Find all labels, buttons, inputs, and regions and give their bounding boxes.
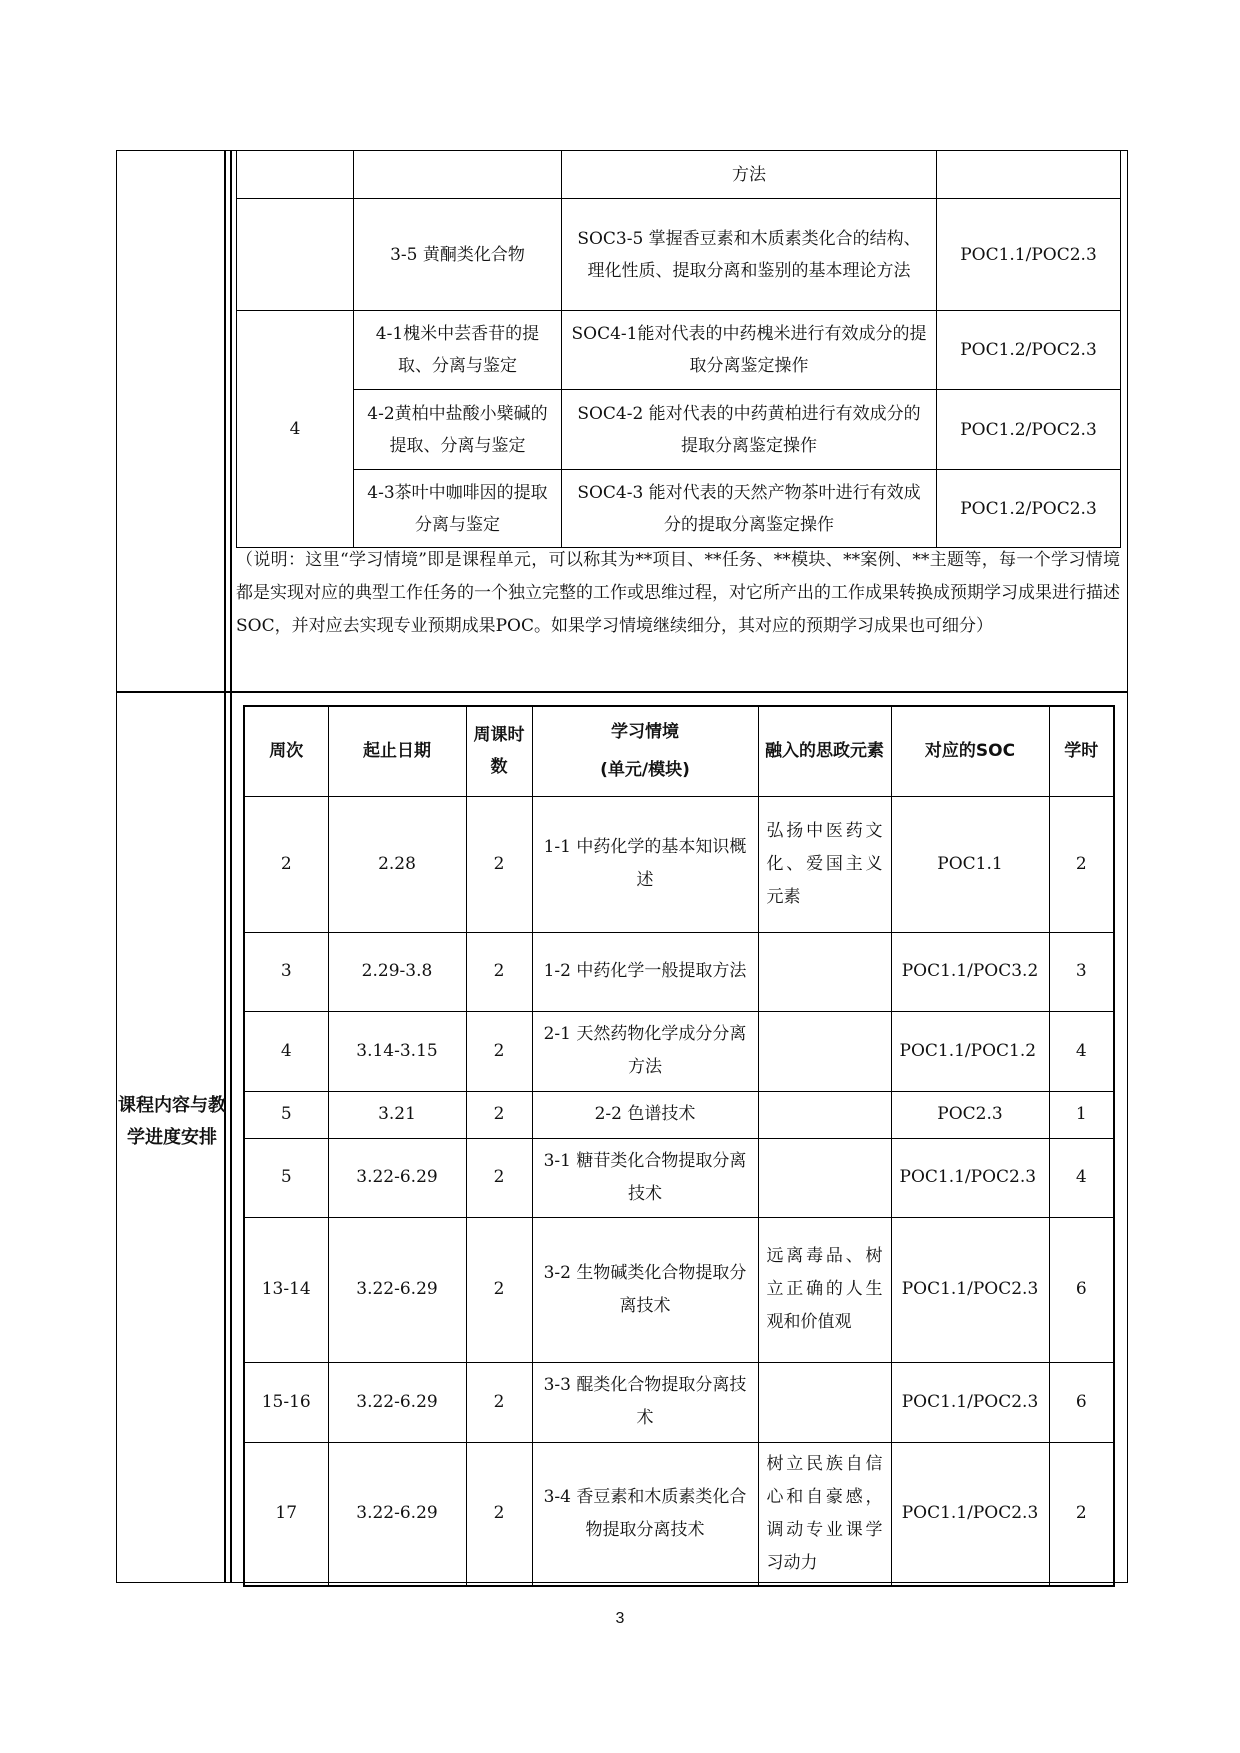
hpw-cell: 2 — [466, 1362, 532, 1442]
week-cell: 15-16 — [244, 1362, 328, 1442]
ideology-cell — [758, 1011, 891, 1091]
situation-cell: 1-2 中药化学一般提取方法 — [532, 932, 758, 1011]
soc-cell: POC1.1/POC2.3 — [891, 1217, 1049, 1362]
poc-cell: POC1.2/POC2.3 — [937, 470, 1121, 548]
situation-cell: 3-1 糖苷类化合物提取分离技术 — [532, 1138, 758, 1217]
table-row — [237, 151, 1121, 199]
hours-cell: 4 — [1049, 1011, 1114, 1091]
schedule-header-row — [244, 706, 1114, 796]
poc-cell: POC1.2/POC2.3 — [937, 390, 1121, 470]
hours-cell: 1 — [1049, 1091, 1114, 1138]
section-divider — [116, 691, 1128, 693]
poc-cell — [937, 151, 1121, 199]
week-cell: 4 — [244, 1011, 328, 1091]
hours-cell: 6 — [1049, 1217, 1114, 1362]
table-row — [244, 1442, 1114, 1586]
unit-num-cell — [237, 151, 354, 199]
poc-cell: POC1.1/POC2.3 — [937, 199, 1121, 311]
hpw-cell: 2 — [466, 1217, 532, 1362]
situation-cell: 3-5 黄酮类化合物 — [354, 199, 562, 311]
week-cell: 17 — [244, 1442, 328, 1586]
table-row — [237, 390, 1121, 470]
poc-cell: POC1.2/POC2.3 — [937, 311, 1121, 390]
situation-cell: 3-4 香豆素和木质素类化合物提取分离技术 — [532, 1442, 758, 1586]
ideology-cell — [758, 1091, 891, 1138]
soc-cell: POC1.1/POC2.3 — [891, 1362, 1049, 1442]
header-situation-title: 学习情境 — [611, 722, 679, 743]
schedule-table — [243, 705, 1115, 1587]
header-hours: 学时 — [1049, 706, 1114, 796]
dates-cell: 3.22-6.29 — [328, 1442, 466, 1586]
hours-cell: 3 — [1049, 932, 1114, 1011]
situation-cell: 4-1槐米中芸香苷的提取、分离与鉴定 — [354, 311, 562, 390]
hpw-cell: 2 — [466, 796, 532, 932]
soc-cell: SOC4-1能对代表的中药槐米进行有效成分的提取分离鉴定操作 — [562, 311, 937, 390]
situation-cell: 2-2 色谱技术 — [532, 1091, 758, 1138]
dates-cell: 3.22-6.29 — [328, 1217, 466, 1362]
situation-cell: 4-2黄柏中盐酸小檗碱的提取、分离与鉴定 — [354, 390, 562, 470]
ideology-cell — [758, 1362, 891, 1442]
hours-cell: 4 — [1049, 1138, 1114, 1217]
soc-cell: POC1.1/POC1.2 — [891, 1011, 1049, 1091]
page-number: 3 — [615, 1610, 625, 1627]
label-column-divider-inner — [230, 150, 232, 1583]
table-row — [244, 1217, 1114, 1362]
dates-cell: 3.22-6.29 — [328, 1138, 466, 1217]
situation-cell: 4-3茶叶中咖啡因的提取分离与鉴定 — [354, 470, 562, 548]
table-row — [244, 1138, 1114, 1217]
unit-num-cell: 4 — [237, 311, 354, 548]
table-row — [237, 470, 1121, 548]
soc-cell: POC2.3 — [891, 1091, 1049, 1138]
header-dates: 起止日期 — [328, 706, 466, 796]
soc-cell: 方法 — [562, 151, 937, 199]
table-row — [237, 199, 1121, 311]
table-row — [244, 932, 1114, 1011]
hpw-cell: 2 — [466, 1091, 532, 1138]
ideology-cell: 树立民族自信心和自豪感，调动专业课学习动力 — [758, 1442, 891, 1586]
explanation-note: （说明：这里“学习情境”即是课程单元，可以称其为**项目、**任务、**模块、**案例、**主题等，每一个学习情境都是实现对应的典型工作任务的一个独立完整的工作或思维过程，对它所产出的工作成果转换成预期学习成果进行描述SOC，并对应去实现专业预期成果POC。如果学习情境继续细分，其对应的预期学习成果也可细分） — [236, 550, 1120, 636]
header-situation — [532, 706, 758, 796]
hpw-cell: 2 — [466, 1011, 532, 1091]
header-situation-sub: (单元/模块) — [600, 760, 690, 781]
section-label: 课程内容与教学进度安排 — [118, 1095, 226, 1148]
top-outcomes-table — [236, 150, 1121, 548]
week-cell: 3 — [244, 932, 328, 1011]
situation-cell: 2-1 天然药物化学成分分离方法 — [532, 1011, 758, 1091]
soc-cell: POC1.1/POC2.3 — [891, 1138, 1049, 1217]
ideology-cell: 弘扬中医药文化、爱国主义元素 — [758, 796, 891, 932]
dates-cell: 2.29-3.8 — [328, 932, 466, 1011]
dates-cell: 2.28 — [328, 796, 466, 932]
hpw-cell: 2 — [466, 1138, 532, 1217]
dates-cell: 3.22-6.29 — [328, 1362, 466, 1442]
week-cell: 2 — [244, 796, 328, 932]
situation-cell: 1-1 中药化学的基本知识概述 — [532, 796, 758, 932]
ideology-cell — [758, 932, 891, 1011]
table-row — [244, 1362, 1114, 1442]
label-column-divider — [224, 150, 226, 1583]
hpw-cell: 2 — [466, 1442, 532, 1586]
soc-cell: POC1.1/POC3.2 — [891, 932, 1049, 1011]
hours-cell: 6 — [1049, 1362, 1114, 1442]
situation-cell: 3-2 生物碱类化合物提取分离技术 — [532, 1217, 758, 1362]
header-soc: 对应的SOC — [891, 706, 1049, 796]
hpw-cell: 2 — [466, 932, 532, 1011]
week-cell: 5 — [244, 1138, 328, 1217]
soc-cell: SOC3-5 掌握香豆素和木质素类化合的结构、理化性质、提取分离和鉴别的基本理论方法 — [562, 199, 937, 311]
hours-cell: 2 — [1049, 796, 1114, 932]
table-row — [237, 311, 1121, 390]
dates-cell: 3.14-3.15 — [328, 1011, 466, 1091]
table-row — [244, 796, 1114, 932]
unit-num-cell — [237, 199, 354, 311]
situation-cell — [354, 151, 562, 199]
soc-cell: POC1.1 — [891, 796, 1049, 932]
table-row — [244, 1091, 1114, 1138]
header-hours-per-week: 周课时数 — [466, 706, 532, 796]
dates-cell: 3.21 — [328, 1091, 466, 1138]
hours-cell: 2 — [1049, 1442, 1114, 1586]
soc-cell: SOC4-2 能对代表的中药黄柏进行有效成分的提取分离鉴定操作 — [562, 390, 937, 470]
soc-cell: POC1.1/POC2.3 — [891, 1442, 1049, 1586]
ideology-cell — [758, 1138, 891, 1217]
header-ideology: 融入的思政元素 — [758, 706, 891, 796]
week-cell: 13-14 — [244, 1217, 328, 1362]
week-cell: 5 — [244, 1091, 328, 1138]
header-week: 周次 — [244, 706, 328, 796]
table-row — [244, 1011, 1114, 1091]
situation-cell: 3-3 醌类化合物提取分离技术 — [532, 1362, 758, 1442]
ideology-cell: 远离毒品、树立正确的人生观和价值观 — [758, 1217, 891, 1362]
soc-cell: SOC4-3 能对代表的天然产物茶叶进行有效成分的提取分离鉴定操作 — [562, 470, 937, 548]
